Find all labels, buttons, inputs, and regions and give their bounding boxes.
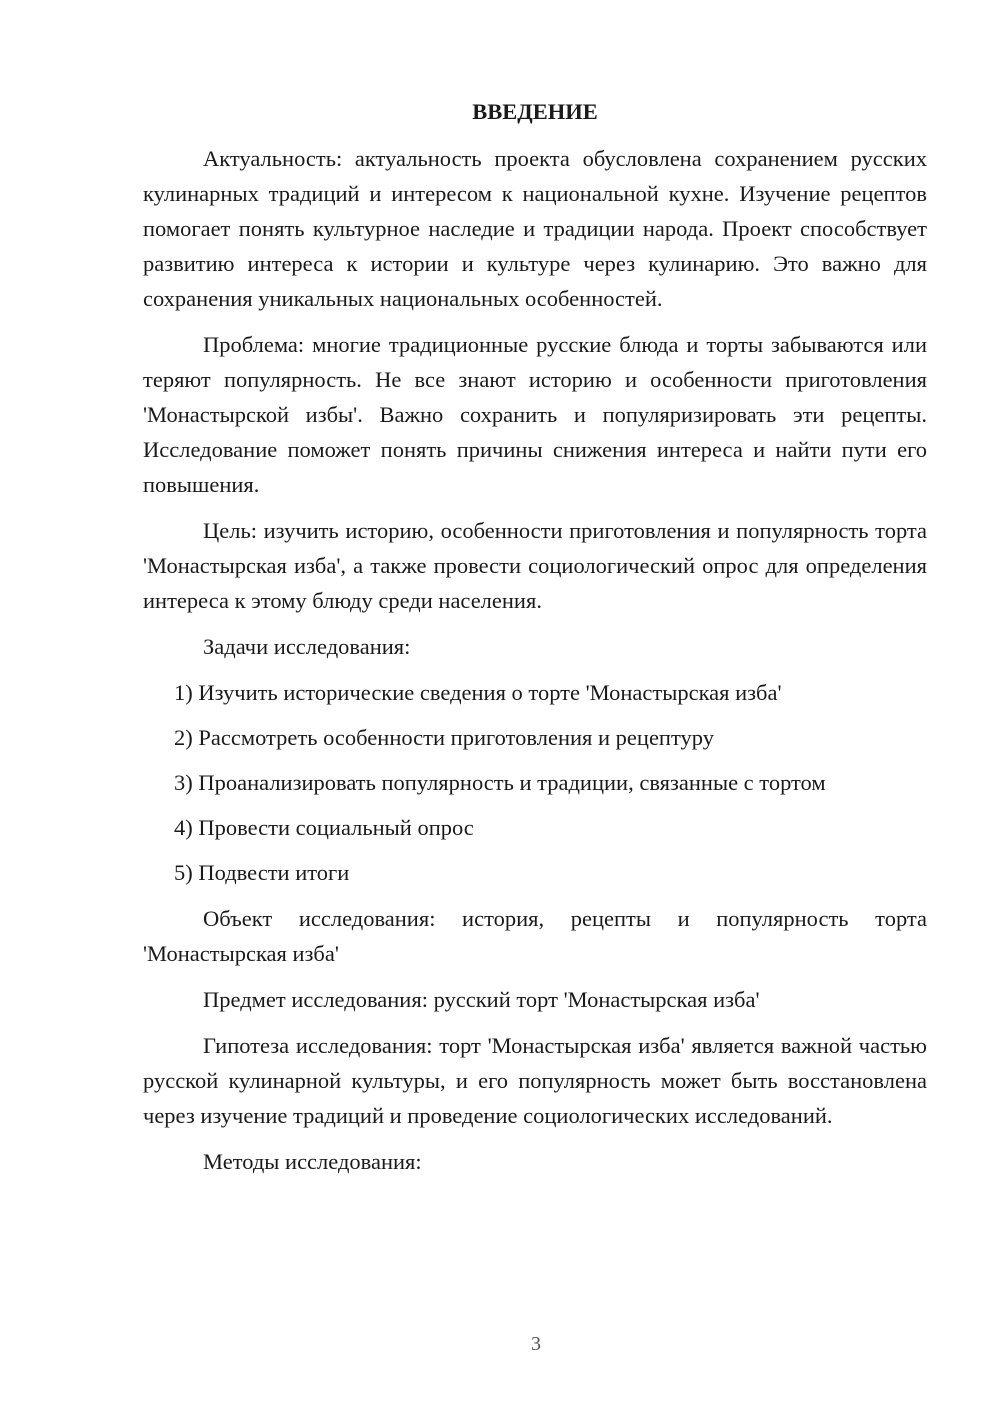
paragraph-problem: Проблема: многие традиционные русские блюда и торты забываются или теряют популярность. Не все знают историю и особенности приготовления 'Монастырской избы'. Важно сохранить и популяризировать эти рецепты. Исследование поможет понять причины снижения интереса и найти пути его повышения.: [143, 332, 927, 497]
list-item: 1) Изучить исторические сведения о торте 'Монастырская изба': [174, 680, 782, 705]
paragraph-tasks-heading: Задачи исследования:: [203, 634, 411, 659]
list-item: 5) Подвести итоги: [174, 860, 350, 885]
list-item: 3) Проанализировать популярность и традиции, связанные с тортом: [174, 770, 826, 795]
tasks-list: [143, 675, 927, 890]
page-number: 3: [531, 1333, 541, 1355]
page-title: ВВЕДЕНИЕ: [472, 99, 598, 124]
paragraph-goal: Цель: изучить историю, особенности приготовления и популярность торта 'Монастырская изба', а также провести социологический опрос для определения интереса к этому блюду среди населения.: [143, 518, 927, 613]
paragraph-methods-heading: Методы исследования:: [203, 1149, 422, 1174]
page-content: [143, 94, 927, 1190]
paragraph-object: Объект исследования: история, рецепты и популярность торта 'Монастырская изба': [143, 906, 927, 966]
paragraph-hypothesis: Гипотеза исследования: торт 'Монастырская изба' является важной частью русской кулинарной культуры, и его популярность может быть восстановлена через изучение традиций и проведение социологических исследований.: [143, 1033, 927, 1128]
paragraph-relevance: Актуальность: актуальность проекта обусловлена сохранением русских кулинарных традиций и интересом к национальной кухне. Изучение рецептов помогает понять культурное наследие и традиции народа. Проект способствует развитию интереса к истории и культуре через кулинарию. Это важно для сохранения уникальных национальных особенностей.: [143, 146, 927, 311]
paragraph-subject: Предмет исследования: русский торт 'Монастырская изба': [203, 987, 760, 1012]
list-item: 4) Провести социальный опрос: [174, 815, 474, 840]
list-item: 2) Рассмотреть особенности приготовления и рецептуру: [174, 725, 714, 750]
